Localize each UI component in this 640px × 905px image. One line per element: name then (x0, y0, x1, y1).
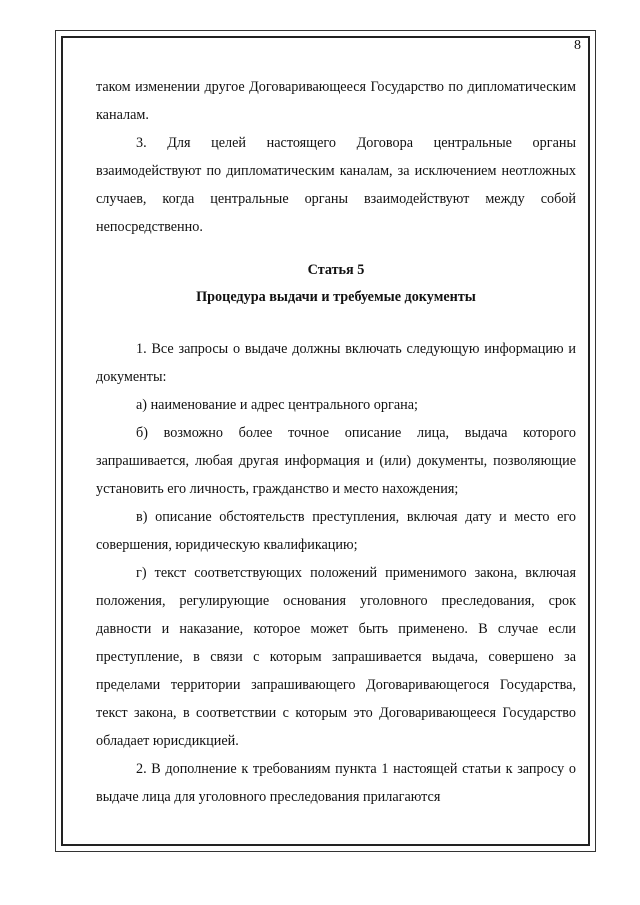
paragraph-3: 3. Для целей настоящего Договора центральные органы взаимодействуют по дипломатическим каналам, за исключением неотложных случаев, когда центральные органы взаимодействуют между собой непосредственно. (96, 135, 576, 235)
item-b: б) возможно более точное описание лица, выдача которого запрашивается, любая другая информация и (или) документы, позволяющие установить его личность, гражданство и место нахождения; (96, 425, 576, 497)
item-a: а) наименование и адрес центрального органа; (136, 397, 418, 413)
paragraph-1: 1. Все запросы о выдаче должны включать следующую информацию и документы: (96, 341, 576, 385)
page-number: 8 (574, 38, 581, 53)
text-block-top (96, 73, 576, 241)
paragraph-2: 2. В дополнение к требованиям пункта 1 настоящей статьи к запросу о выдаче лица для уголовного преследования прилагаются (96, 761, 576, 805)
paragraph-continuation: таком изменении другое Договаривающееся Государство по дипломатическим каналам. (96, 79, 576, 123)
item-c: в) описание обстоятельств преступления, включая дату и место его совершения, юридическую квалификацию; (96, 509, 576, 553)
article-number: Статья 5 (307, 262, 365, 278)
text-block-main (96, 335, 576, 811)
item-d: г) текст соответствующих положений применимого закона, включая положения, регулирующие основания уголовного преследования, срок давности и наказание, которое может быть применено. В случае если преступление, в связи с которым запрашивается выдача, совершено за пределами территории запрашивающего Договаривающегося Государства, текст закона, в соответствии с которым это Договаривающееся Государство обладает юрисдикцией. (96, 565, 576, 749)
article-title: Процедура выдачи и требуемые документы (196, 289, 476, 305)
